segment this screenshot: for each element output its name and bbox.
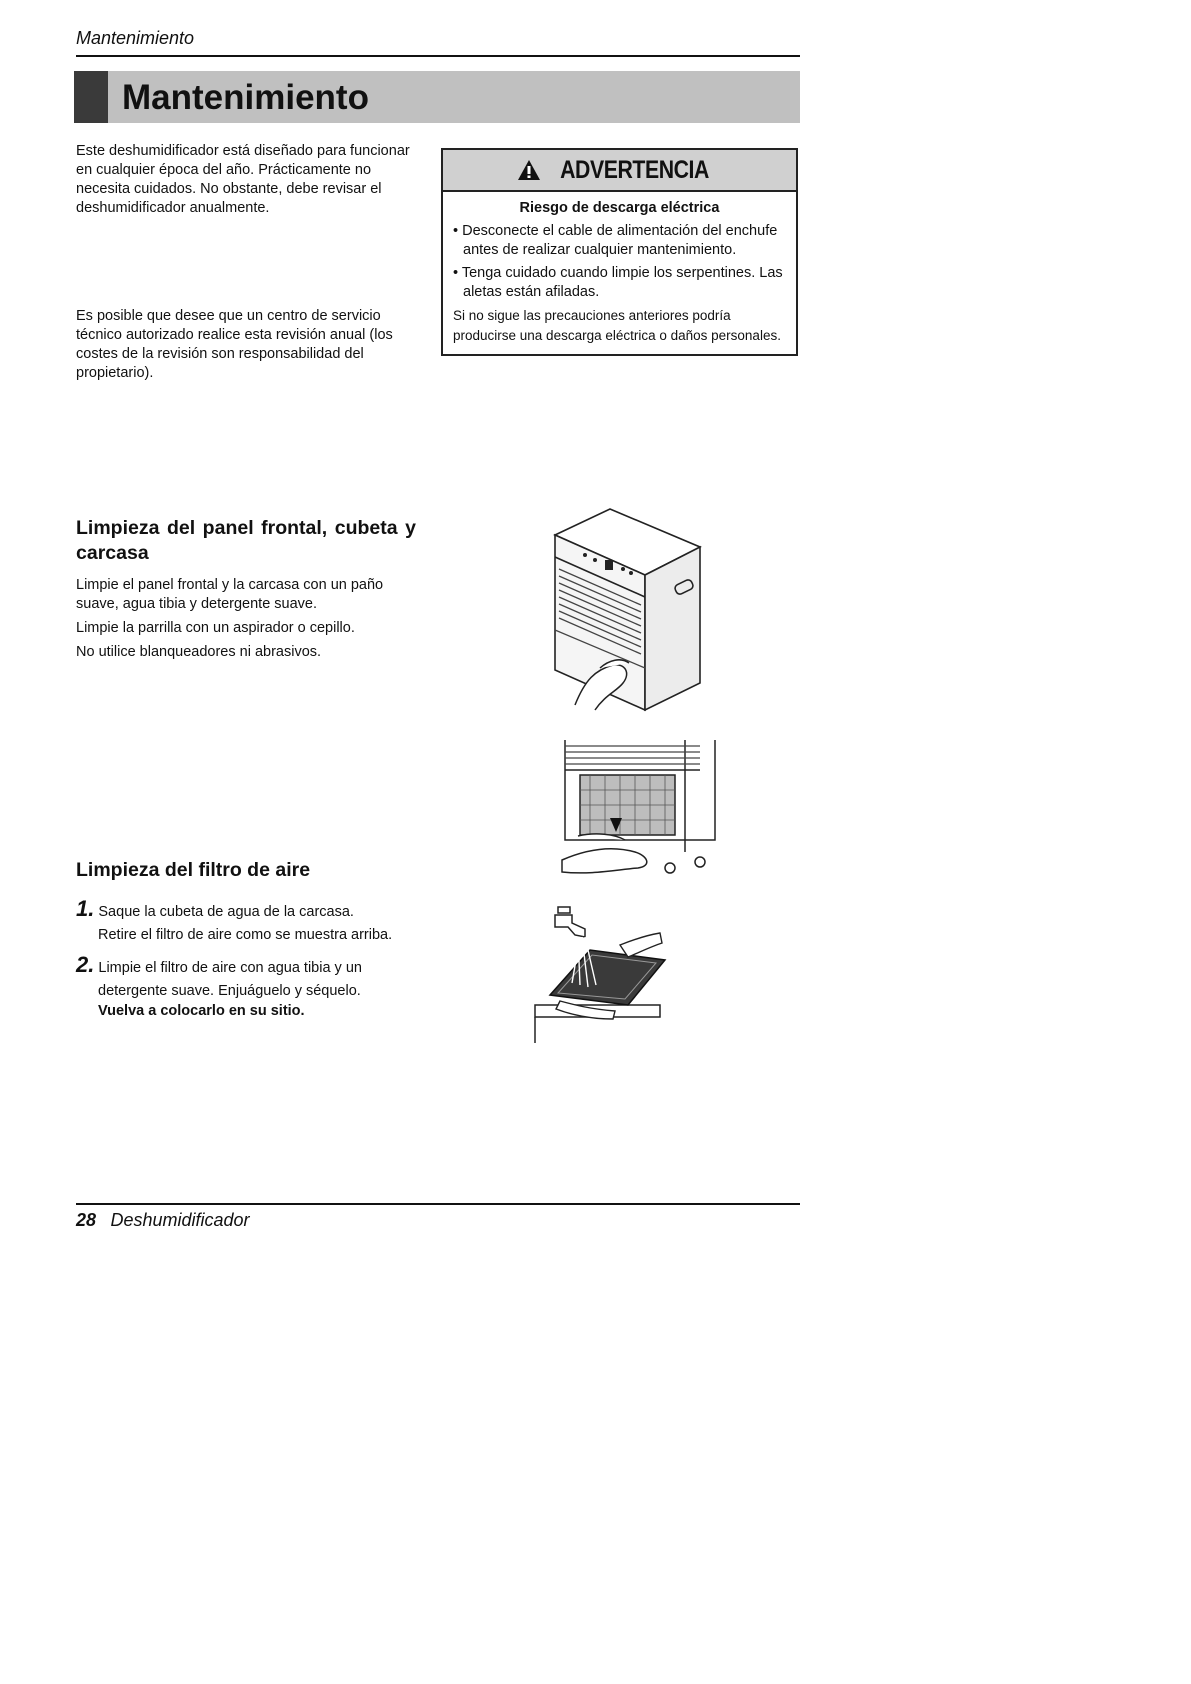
warning-footer: Si no sigue las precauciones anteriores podría producirse una descarga eléctrica o daños personales. [453,308,781,343]
warning-item: • Desconecte el cable de alimentación del enchufe antes de realizar cualquier mantenimiento. [453,223,778,258]
step-text: detergente suave. Enjuáguelo y séquelo. [98,983,361,999]
filter-washing-illustration [530,905,670,1045]
step-text: Retire el filtro de aire como se muestra arriba. [98,927,393,943]
intro-paragraph-1: Este deshumidificador está diseñado para funcionar en cualquier época del año. Prácticamente no necesita cuidados. No obstante, debe revisar el deshumidificador anualmente. [76,143,410,216]
step-1 [76,897,436,947]
title-tab [74,71,108,123]
intro-paragraph-2: Es posible que desee que un centro de servicio técnico autorizado realice esta revisión anual (los costes de la revisión son responsabilidad del propietario). [76,308,393,381]
step-number: 2. [76,952,95,977]
warning-heading: ADVERTENCIA [560,155,709,184]
footer-rule [76,1203,800,1205]
step-number: 1. [76,896,95,921]
warning-item: • Tenga cuidado cuando limpie los serpentines. Las aletas están afiladas. [453,265,783,300]
running-header: Mantenimiento [76,28,195,48]
section-title-cleaning-panel: Limpieza del panel frontal, cubeta y carcasa [76,517,416,564]
section-title-air-filter: Limpieza del filtro de aire [76,859,311,881]
warning-header [443,150,796,192]
warning-list [453,222,796,302]
warning-box [441,148,798,356]
section1-body [76,576,406,662]
step-text: Saque la cubeta de agua de la carcasa. [98,904,354,920]
section1-line: Limpie el panel frontal y la carcasa con un paño suave, agua tibia y detergente suave. [76,577,384,612]
warning-triangle-icon [517,159,541,181]
section1-line: No utilice blanqueadores ni abrasivos. [76,644,322,660]
warning-subtitle: Riesgo de descarga eléctrica [519,200,720,216]
dehumidifier-cleaning-illustration [545,505,715,715]
filter-removal-illustration [560,740,720,880]
steps-list [76,897,436,1020]
footer [76,1210,250,1231]
step-text-bold: Vuelva a colocarlo en su sitio. [98,1003,305,1019]
step-text: Limpie el filtro de aire con agua tibia y un [98,960,362,976]
page-number: 28 [76,1210,97,1230]
footer-title: Deshumidificador [110,1210,250,1230]
step-2 [76,953,436,1020]
page-title: Mantenimiento [122,78,369,117]
header-rule [76,55,800,57]
section1-line: Limpie la parrilla con un aspirador o cepillo. [76,620,355,636]
